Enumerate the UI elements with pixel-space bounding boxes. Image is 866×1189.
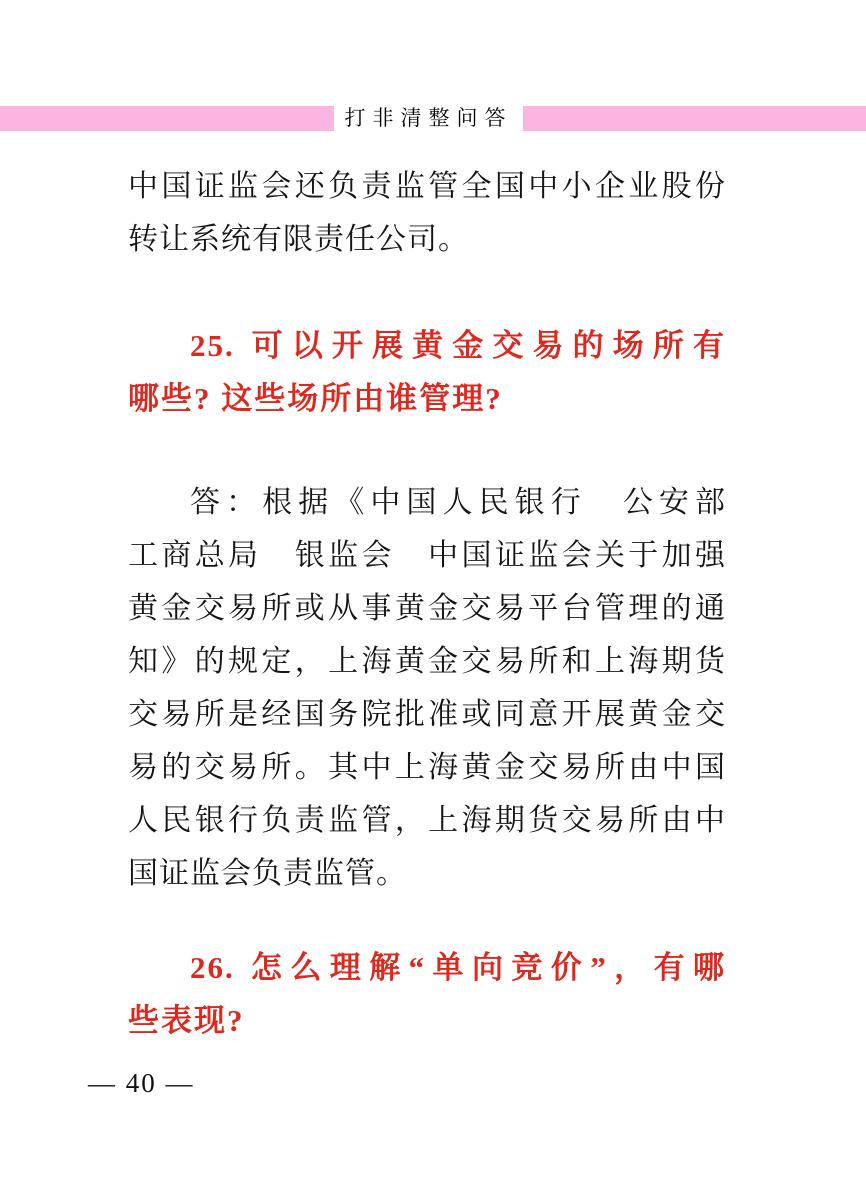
answer-25-paragraph bbox=[128, 476, 726, 900]
question-26-heading-line: 些表现? bbox=[128, 1003, 245, 1038]
answer-25-line: 答：根据《中国人民银行 公安部 bbox=[190, 486, 726, 519]
header-bar-right bbox=[523, 106, 866, 131]
intro-paragraph-line: 转让系统有限责任公司。 bbox=[128, 223, 469, 256]
question-25-heading-line: 25. 可以开展黄金交易的场所有 bbox=[190, 328, 726, 363]
question-26-heading bbox=[128, 941, 726, 1047]
intro-paragraph-line: 中国证监会还负责监管全国中小企业股份 bbox=[128, 170, 726, 203]
answer-25-line: 国证监会负责监管。 bbox=[128, 857, 407, 890]
answer-25-line: 工商总局 银监会 中国证监会关于加强 bbox=[128, 539, 726, 572]
question-25-heading bbox=[128, 319, 726, 425]
answer-25-line: 知》的规定，上海黄金交易所和上海期货 bbox=[128, 645, 726, 678]
answer-25-line: 人民银行负责监管，上海期货交易所由中 bbox=[128, 804, 726, 837]
answer-25-line: 交易所是经国务院批准或同意开展黄金交 bbox=[128, 698, 726, 731]
intro-paragraph bbox=[128, 160, 726, 266]
answer-25-line: 黄金交易所或从事黄金交易平台管理的通 bbox=[128, 592, 726, 625]
text-column bbox=[128, 160, 726, 1047]
header-bar-left bbox=[0, 106, 334, 131]
page-number: — 40 — bbox=[88, 1068, 195, 1098]
page-header-title: 打非清整问答 bbox=[344, 106, 513, 130]
page-header bbox=[0, 106, 866, 131]
question-26-heading-line: 26. 怎么理解“单向竞价”，有哪 bbox=[190, 950, 726, 985]
question-25-heading-line: 哪些? 这些场所由谁管理? bbox=[128, 381, 503, 416]
answer-25-line: 易的交易所。其中上海黄金交易所由中国 bbox=[128, 751, 726, 784]
